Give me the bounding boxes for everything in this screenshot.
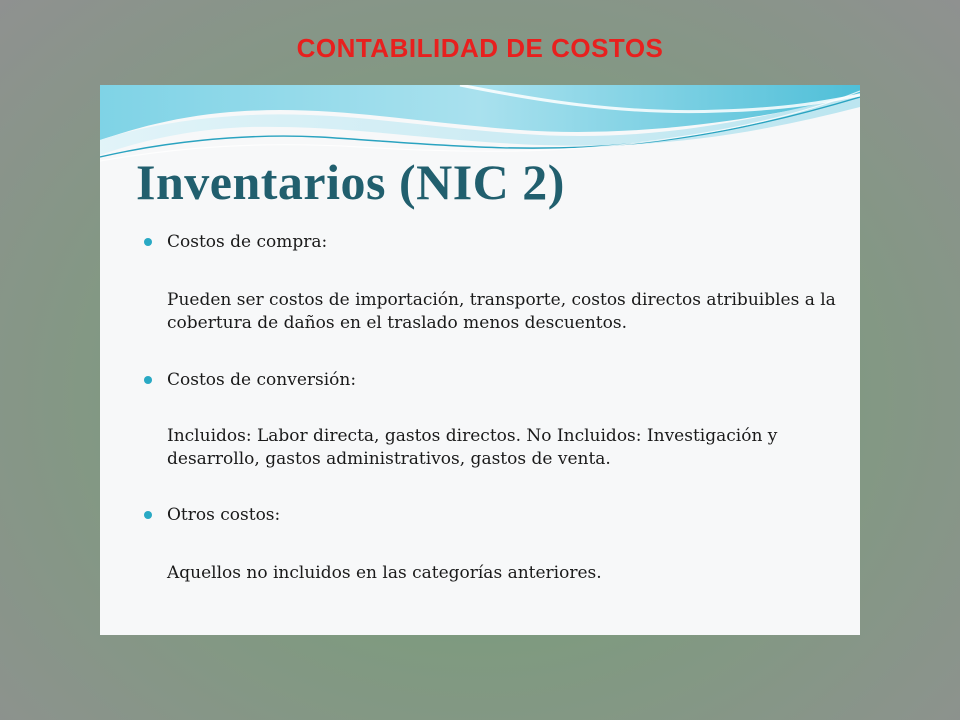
slide-title: Inventarios (NIC 2) xyxy=(136,154,565,210)
bullet-icon xyxy=(144,511,152,519)
bullet-heading: Costos de conversión: xyxy=(167,370,357,390)
bullet-description: Aquellos no incluidos en las categorías anteriores. xyxy=(167,563,602,583)
slide-content xyxy=(100,85,860,635)
slide xyxy=(100,85,860,635)
bullet-icon xyxy=(144,376,152,384)
bullet-description: Pueden ser costos de importación, transporte, costos directos atribuibles a la cobertura de daños en el traslado menos descuentos. xyxy=(167,290,836,333)
bullet-item xyxy=(144,505,280,525)
bullet-item xyxy=(144,370,356,390)
bullet-item xyxy=(144,232,327,252)
page-header-title: CONTABILIDAD DE COSTOS xyxy=(296,33,664,63)
bullet-icon xyxy=(144,238,152,246)
bullet-heading: Costos de compra: xyxy=(167,232,328,252)
bullet-description: Incluidos: Labor directa, gastos directos. No Incluidos: Investigación y desarrollo, gastos administrativos, gastos de venta. xyxy=(167,426,778,469)
bullet-heading: Otros costos: xyxy=(167,505,281,525)
